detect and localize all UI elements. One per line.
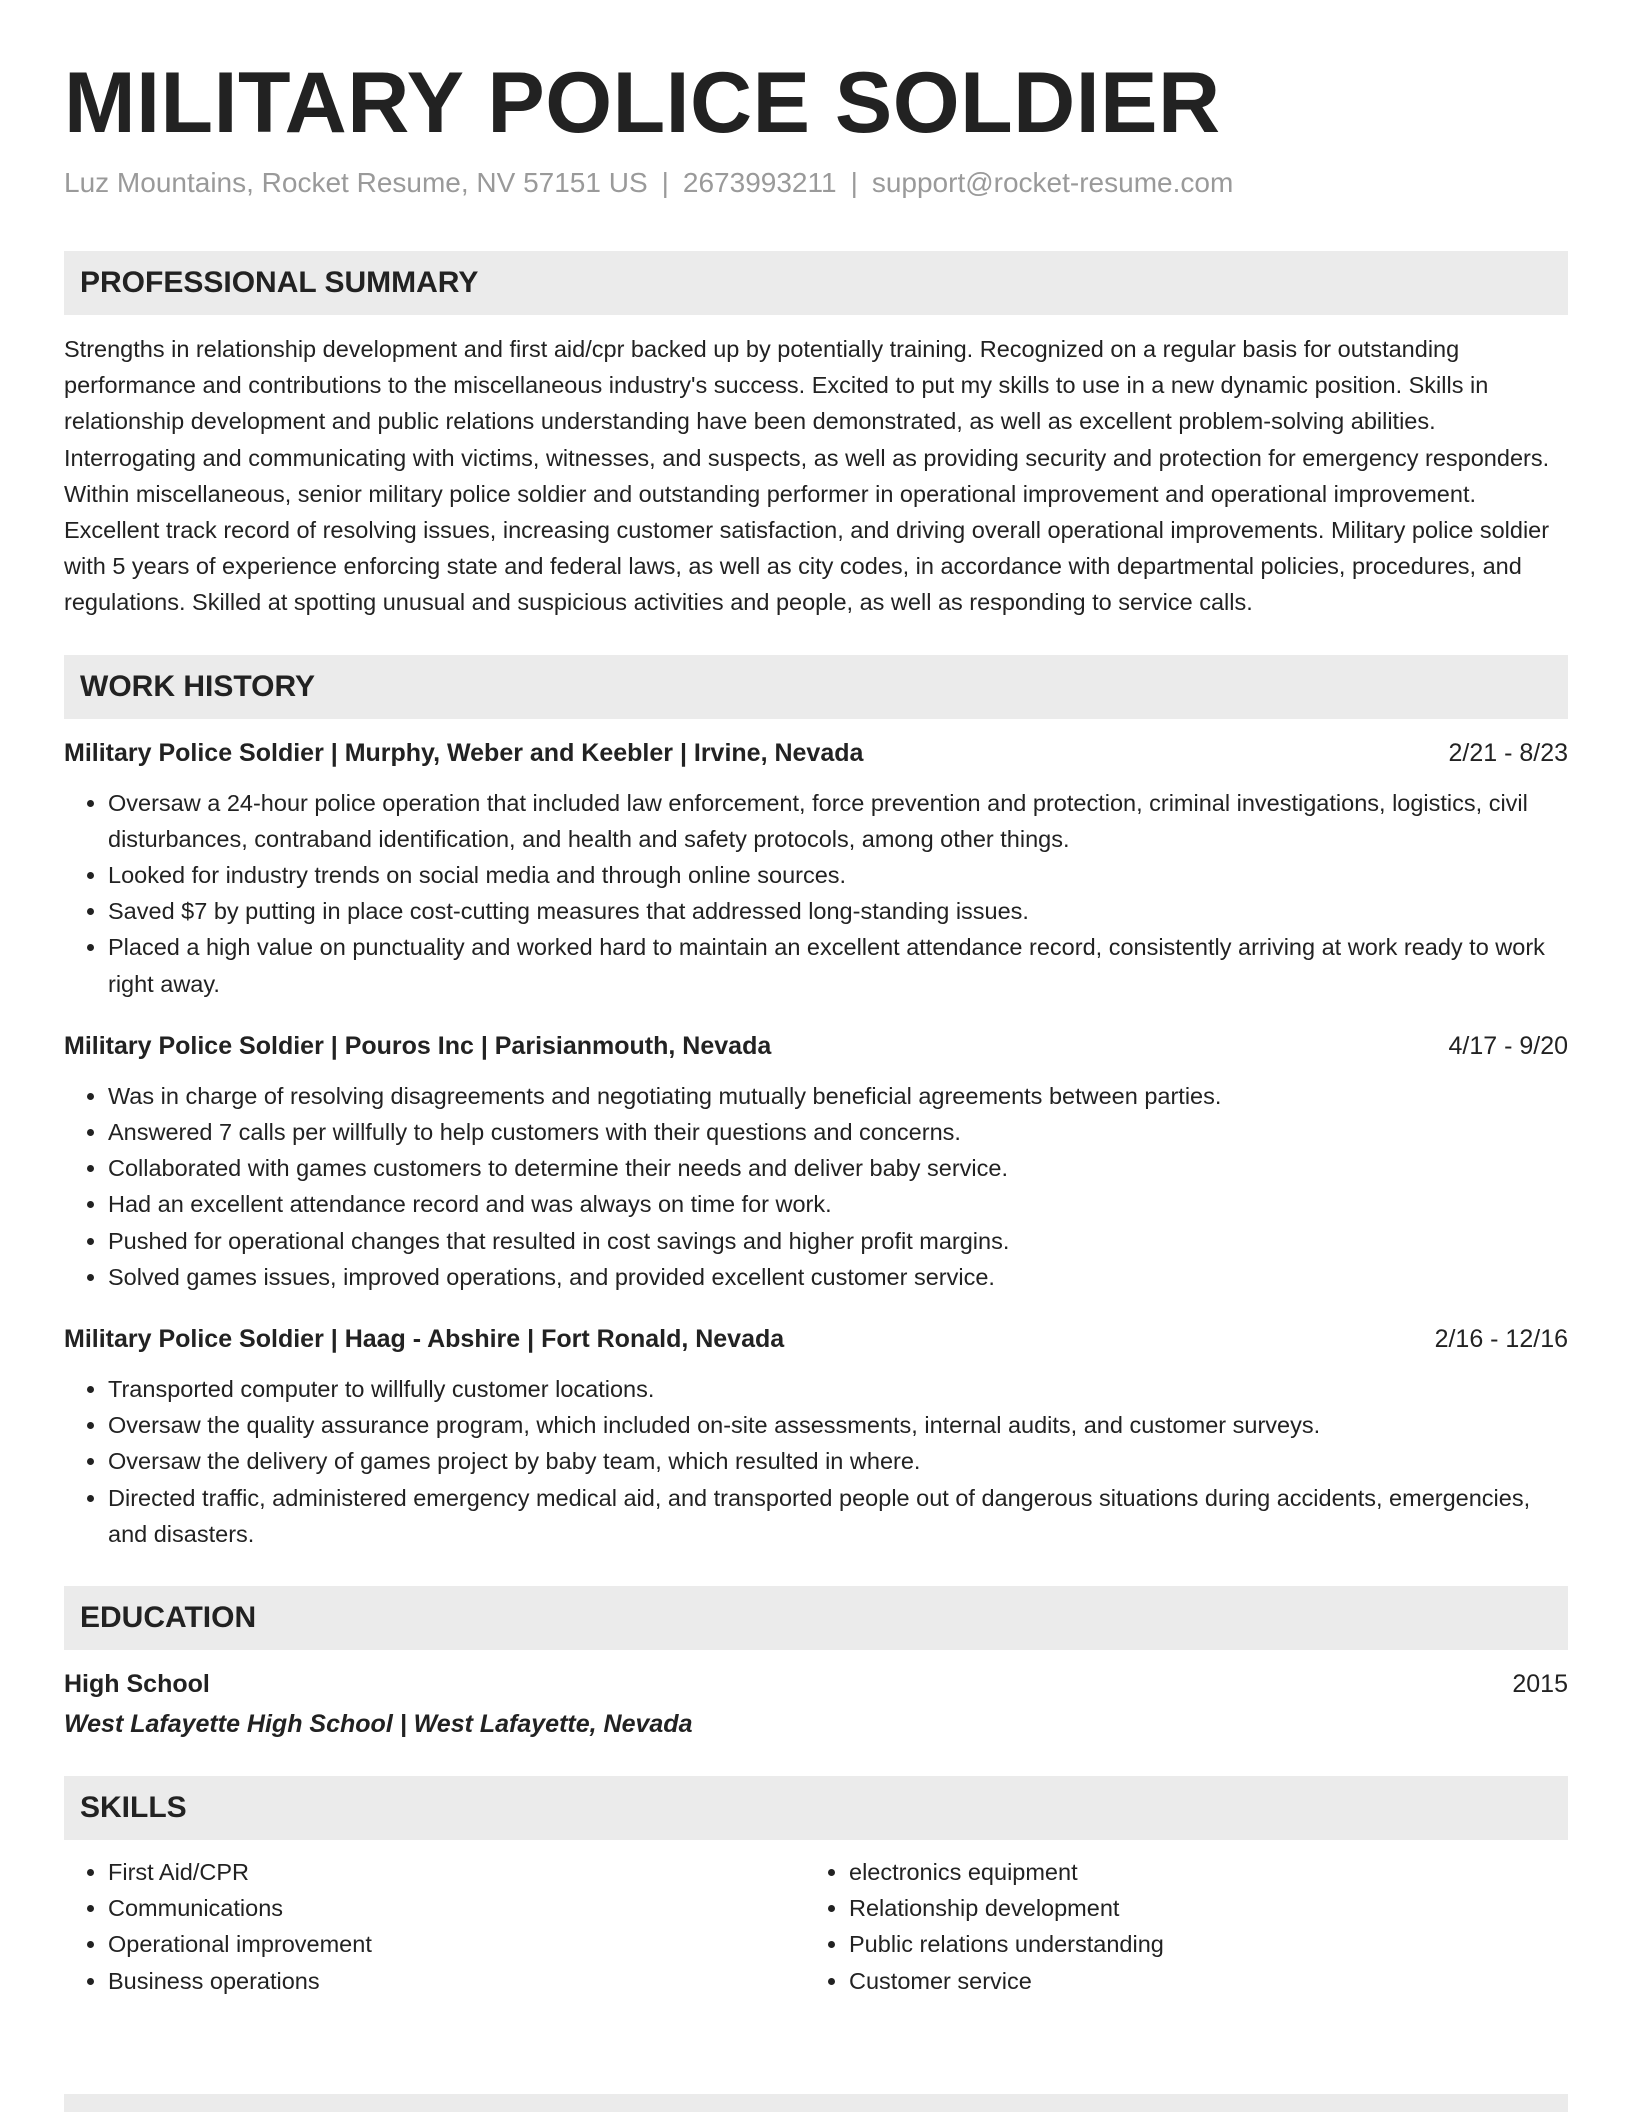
next-section-header-strip [64,2094,1568,2112]
job-bullet: • Collaborated with games customers to determine their needs and deliver baby service. [108,1150,1568,1186]
section-header-skills: SKILLS [64,1776,1568,1840]
summary-paragraph: Strengths in relationship development and first aid/cpr backed up by potentially training. Recognized on a regular basis for outstanding performance and contributions to the miscellaneous industry's success. Excited to put my skills to use in a new dynamic position. Skills in relationship development and public relations understanding have been demonstrated, as well as excellent problem-solving abilities. Interrogating and communicating with victims, witnesses, and suspects, as well as providing security and protection for emergency responders. Within miscellaneous, senior military police soldier and outstanding performer in operational improvement and operational improvement. Excellent track record of resolving issues, increasing customer satisfaction, and driving overall operational improvements. Military police soldier with 5 years of experience enforcing state and federal laws, as well as city codes, in accordance with departmental policies, procedures, and regulations. Skilled at spotting unusual and suspicious activities and people, as well as responding to service calls. [64,336,1550,616]
job-entry [64,1321,1568,1552]
contact-line [64,165,1568,201]
resume-name-title: MILITARY POLICE SOLDIER [64,55,1221,151]
job-bullet: • Answered 7 calls per willfully to help customers with their questions and concerns. [108,1114,1568,1150]
job-dates: 2/21 - 8/23 [1448,738,1568,767]
job-title: Military Police Soldier | Pouros Inc | Parisianmouth, Nevada [64,1031,772,1060]
resume-page [64,0,1568,1999]
job-bullet-list [64,1078,1568,1295]
skills-columns [64,1854,1568,1999]
job-title: Military Police Soldier | Murphy, Weber and Keebler | Irvine, Nevada [64,738,864,767]
job-bullet: • Oversaw the delivery of games project by baby team, which resulted in where. [108,1443,1568,1479]
professional-summary-section [64,251,1568,621]
education-school: West Lafayette High School | West Lafayette, Nevada [64,1710,693,1739]
section-header-work-history: WORK HISTORY [64,655,1568,719]
skill-item: • Relationship development [849,1890,1546,1926]
section-header-professional-summary: PROFESSIONAL SUMMARY [64,251,1568,315]
education-header [64,1666,1568,1702]
job-bullet: • Placed a high value on punctuality and worked hard to maintain an excellent attendance record, consistently arriving at work ready to work right away. [108,929,1568,1001]
job-entry [64,735,1568,1002]
job-bullet: • Pushed for operational changes that resulted in cost savings and higher profit margins. [108,1223,1568,1259]
job-bullet: • Transported computer to willfully customer locations. [108,1371,1568,1407]
job-bullet: • Saved $7 by putting in place cost-cutting measures that addressed long-standing issues. [108,893,1568,929]
contact-phone: 2673993211 [682,167,837,198]
education-degree: High School [64,1670,210,1699]
job-bullet: • Was in charge of resolving disagreements and negotiating mutually beneficial agreements between parties. [108,1078,1568,1114]
job-dates: 4/17 - 9/20 [1448,1031,1568,1060]
skill-item: • Operational improvement [108,1926,805,1962]
job-bullet: • Oversaw a 24-hour police operation that included law enforcement, force prevention and protection, criminal investigations, logistics, civil disturbances, contraband identification, and health and safety protocols, among other things. [108,785,1568,857]
skill-item: • Public relations understanding [849,1926,1546,1962]
contact-separator: | [850,167,858,198]
job-bullet: • Solved games issues, improved operations, and provided excellent customer service. [108,1259,1568,1295]
contact-address: Luz Mountains, Rocket Resume, NV 57151 US [64,167,648,198]
job-dates: 2/16 - 12/16 [1434,1325,1568,1354]
work-history-section [64,655,1568,1552]
section-header-education: EDUCATION [64,1586,1568,1650]
skills-list-right [805,1854,1546,1999]
contact-email: support@rocket-resume.com [871,167,1234,198]
job-header [64,735,1568,771]
contact-separator: | [661,167,669,198]
job-bullet-list [64,1371,1568,1552]
job-bullet: • Oversaw the quality assurance program, which included on-site assessments, internal audits, and customer surveys. [108,1407,1568,1443]
skills-section [64,1776,1568,1999]
skills-list-left [64,1854,805,1999]
job-bullet-list [64,785,1568,1002]
skill-item: • electronics equipment [849,1854,1546,1890]
skill-item: • Communications [108,1890,805,1926]
skill-item: • Business operations [108,1963,805,1999]
education-section [64,1586,1568,1742]
job-bullet: • Directed traffic, administered emergency medical aid, and transported people out of dangerous situations during accidents, emergencies, and disasters. [108,1480,1568,1552]
job-title: Military Police Soldier | Haag - Abshire | Fort Ronald, Nevada [64,1325,785,1354]
job-header [64,1321,1568,1357]
skill-item: • Customer service [849,1963,1546,1999]
job-bullet: • Looked for industry trends on social media and through online sources. [108,857,1568,893]
job-header [64,1028,1568,1064]
job-bullet: • Had an excellent attendance record and was always on time for work. [108,1186,1568,1222]
skill-item: • First Aid/CPR [108,1854,805,1890]
education-year: 2015 [1512,1670,1568,1699]
job-entry [64,1028,1568,1295]
